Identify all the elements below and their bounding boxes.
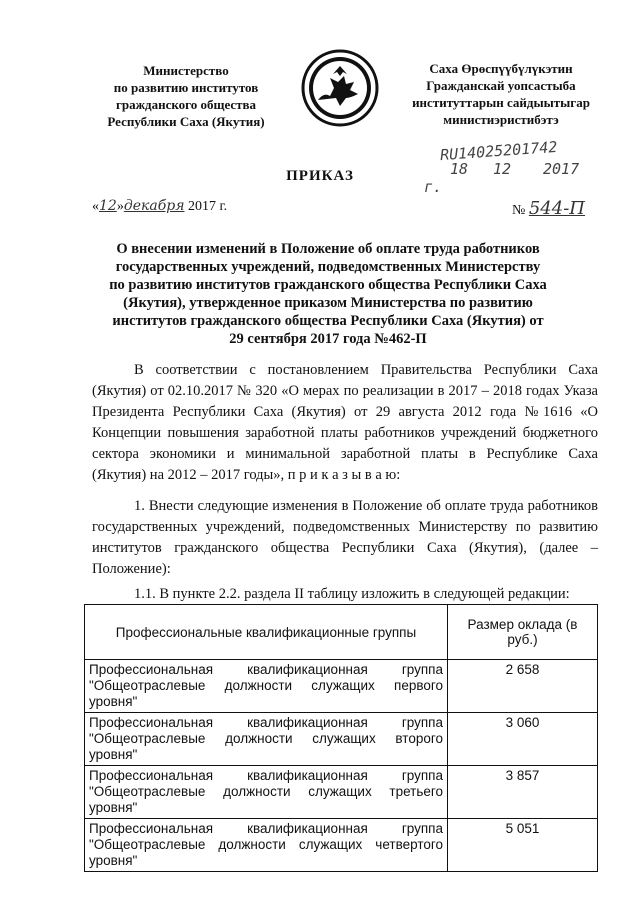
ministry-line: Министерство [143,63,229,78]
table-cell-group: Профессиональная квалификационная группа "Общеотраслевые должности служащих четвертого уровня" [85,819,448,872]
order-day: 12 [99,198,117,214]
registration-year: 2017 [543,160,580,178]
salary-table [84,604,598,872]
ministry-line: по развитию институтов [113,80,259,95]
order-number [512,198,585,219]
table-cell-salary: 2 658 [448,660,598,713]
preamble-paragraph [92,360,598,486]
number-prefix: № [512,203,526,218]
registration-day: 18 [449,160,468,178]
table-row [85,660,598,713]
table-header-groups: Профессиональные квалификационные группы [85,605,448,660]
table-cell-group: Профессиональная квалификационная группа "Общеотраслевые должности служащих первого уровня" [85,660,448,713]
table-cell-group: Профессиональная квалификационная группа "Общеотраслевые должности служащих третьего уровня" [85,766,448,819]
clause-1-1-text: 1.1. В пункте 2.2. раздела II таблицу изложить в следующей редакции: [134,586,570,602]
order-year: 2017 г. [187,199,228,214]
document-title: ПРИКАЗ [286,168,354,184]
ministry-name-sakha [396,60,606,128]
table-cell-group: Профессиональная квалификационная группа "Общеотраслевые должности служащих второго уровня" [85,713,448,766]
order-date [92,198,227,215]
table-row [85,819,598,872]
table-row [85,766,598,819]
preamble-text: В соответствии с постановлением Правительства Республики Саха (Якутия) от 02.10.2017 № 320 «О мерах по реализации в 2017 – 2018 годах Указа Президента Республики Саха (Якутия) от 29 августа 2012 года №1616 «О Концепции повышения заработной платы работников учреждений бюджетного сектора экономики и минимальной заработной платы в Республике Саха (Якутия) на 2012 – 2017 годы», п р и к а з ы в а ю: [92,362,598,483]
registration-month: 12 [493,160,512,178]
table-row [85,713,598,766]
order-month: декабря [123,198,185,214]
order-subject: О внесении изменений в Положение об оплате труда работников государственных учреждений, подведомственных Министерству по развитию институтов гражданского общества Республики Саха (Якутия), утвержденное приказом Министерства по развитию институтов гражданского общества Республики Саха (Якутия) от 29 сентября 2017 года №462-П [109,241,547,347]
registration-number: RU14025201742 [439,137,558,165]
ministry-line: гражданского общества [115,97,257,112]
table-cell-salary: 5 051 [448,819,598,872]
date-quote-close: » [116,199,124,214]
ministry-line: министиэристибэтэ [443,112,559,127]
registration-suffix: г. [424,178,443,196]
ministry-line: Республики Саха (Якутия) [107,114,265,129]
clause-1-paragraph [92,496,598,580]
ministry-line: институттарын сайдыытыгар [412,95,590,110]
date-quote-open: « [92,199,99,214]
ministry-line: Гражданскай уопсастыба [426,78,576,93]
order-number-value: 544-П [528,198,585,219]
table-header-salary: Размер оклада (в руб.) [448,605,598,660]
table-cell-salary: 3 857 [448,766,598,819]
ministry-name-ru [86,62,286,130]
table-cell-salary: 3 060 [448,713,598,766]
clause-1-text: 1. Внести следующие изменения в Положение об оплате труда работников государственных учреждений, подведомственных Министерству по развитию институтов гражданского общества Республики Саха (Якутия), (далее – Положение): [92,498,598,577]
ministry-line: Саха Өрөспүүбүлүкэтин [429,61,573,76]
coat-of-arms-icon [300,48,380,128]
